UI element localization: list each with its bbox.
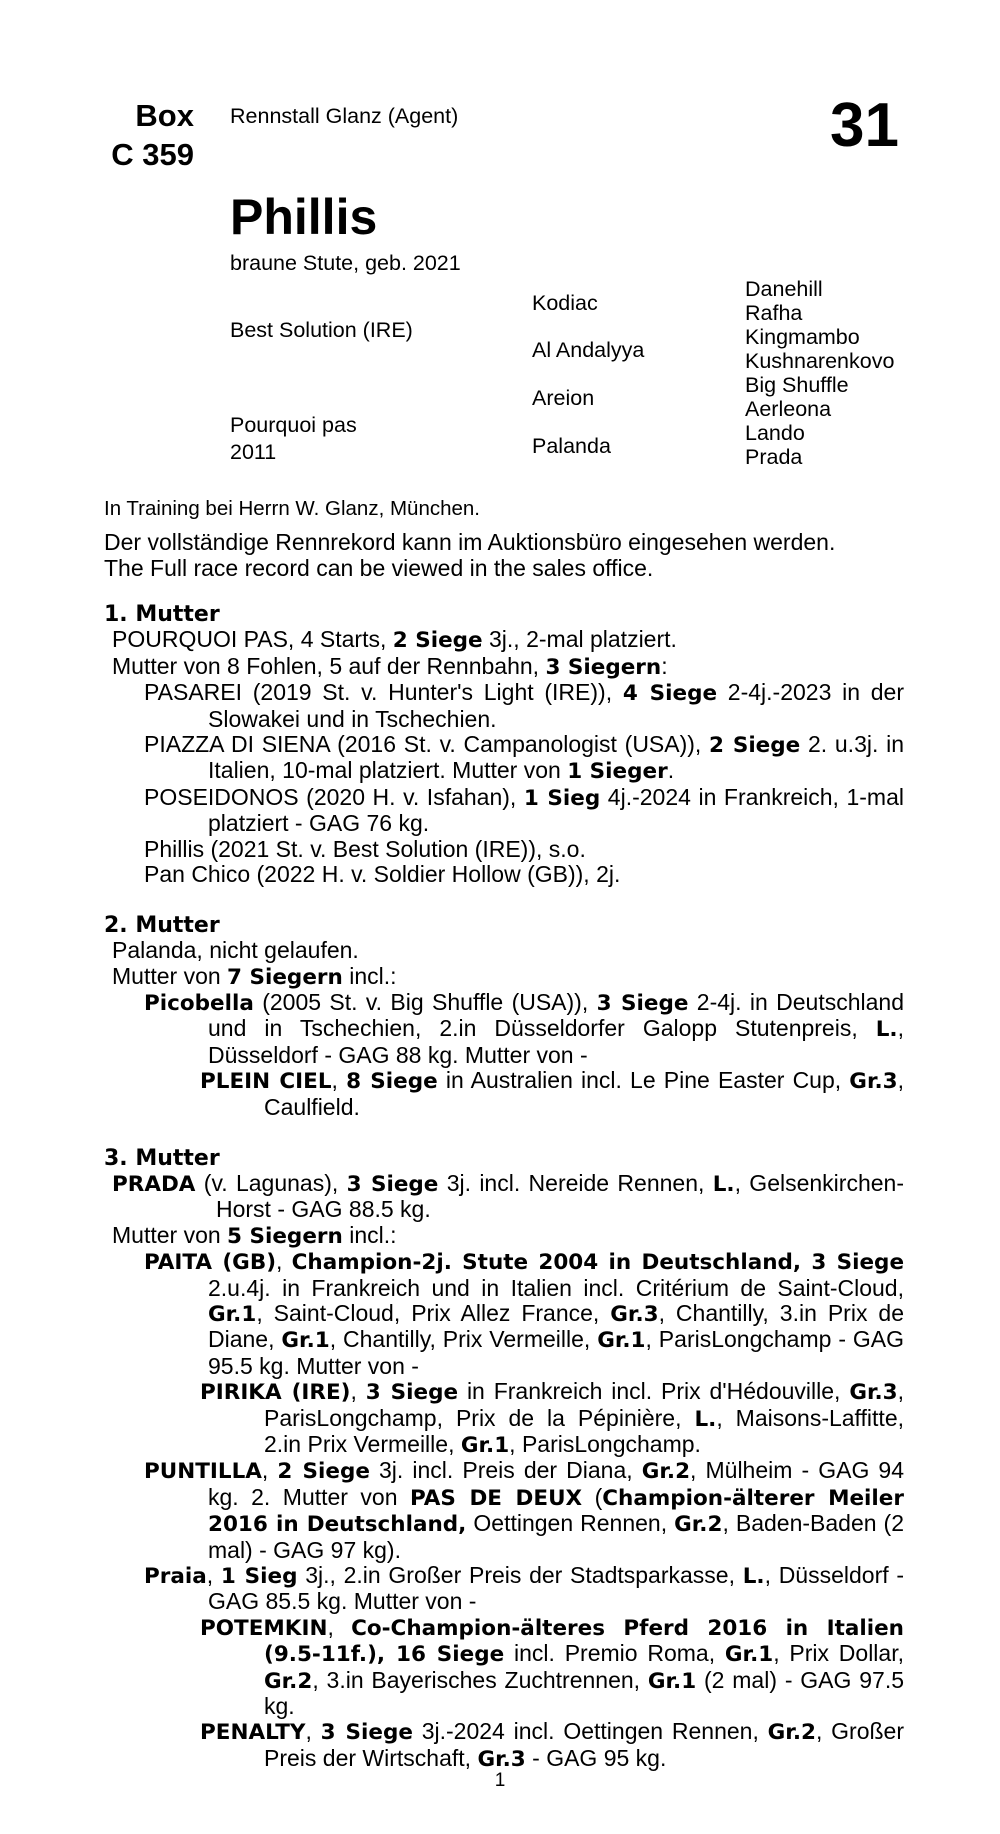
pedigree-parent: Al Andalyya [532, 338, 645, 362]
box-number: C 359 [111, 137, 194, 172]
pedigree-grandparent: Kingmambo [745, 325, 860, 349]
pedigree-grandparent: Aerleona [745, 397, 832, 421]
pedigree-parent: Areion [532, 386, 595, 410]
section-heading: 2. Mutter [104, 912, 220, 938]
produce-entry: Pan Chico (2022 H. v. Soldier Hollow (GB)), 2j. [144, 861, 621, 888]
produce-summary: Mutter von 8 Fohlen, 5 auf der Rennbahn, 3 Siegern: [112, 652, 668, 680]
pedigree-grandparent: Lando [745, 421, 805, 445]
record-note: The Full race record can be viewed in the sales office. [104, 555, 654, 581]
produce-entry: PUNTILLA, 2 Siege 3j. incl. Preis der Diana, Gr.2, Mülheim - GAG 94 kg. 2. Mutter von PAS DE DEUX (Champion-älterer Meiler 2016 in Deutschland, Oettingen Rennen, Gr.2, Baden-Baden (2 mal) - GAG 97 kg). [144, 1457, 904, 1563]
dam-year: 2011 [230, 440, 277, 464]
training-note: In Training bei Herrn W. Glanz, München. [104, 497, 481, 520]
pedigree-grandparent: Big Shuffle [745, 373, 849, 397]
family-record [104, 602, 904, 1772]
dam-record: POURQUOI PAS, 4 Starts, 2 Siege 3j., 2-mal platziert. [112, 626, 677, 654]
dam-record: Palanda, nicht gelaufen. [112, 937, 359, 964]
pedigree-grandparent: Kushnarenkovo [745, 349, 895, 373]
produce-entry: PAITA (GB), Champion-2j. Stute 2004 in Deutschland, 3 Siege 2.u.4j. in Frankreich und in Italien incl. Critérium de Saint-Cloud, Gr.1, Saint-Cloud, Prix Allez France, Gr.3, Chantilly, 3.in Prix de Diane, Gr.1, Chantilly, Prix Vermeille, Gr.1, ParisLongchamp - GAG 95.5 kg. Mutter von - [144, 1248, 905, 1379]
horse-name: Phillis [230, 189, 378, 245]
produce-entry: PIRIKA (IRE), 3 Siege in Frankreich incl. Prix d'Hédouville, Gr.3, ParisLongchamp, Prix de la Pépinière, L., Maisons-Laffitte, 2.in Prix Vermeille, Gr.1, ParisLongchamp. [200, 1378, 905, 1458]
pedigree-parent: Kodiac [532, 291, 598, 315]
produce-entry: Phillis (2021 St. v. Best Solution (IRE)), s.o. [144, 835, 586, 862]
horse-description: braune Stute, geb. 2021 [230, 251, 461, 275]
box-label: Box [135, 98, 194, 133]
consignor: Rennstall Glanz (Agent) [230, 104, 459, 128]
pedigree-parent: Palanda [532, 434, 611, 458]
dam-name: Pourquoi pas [230, 413, 357, 437]
pedigree-grandparent: Rafha [745, 301, 803, 325]
dam-record: PRADA (v. Lagunas), 3 Siege 3j. incl. Nereide Rennen, L., Gelsenkirchen-Horst - GAG 88.5 kg. [112, 1169, 904, 1223]
produce-summary: Mutter von 5 Siegern incl.: [112, 1221, 397, 1249]
page-number: 1 [494, 1770, 506, 1791]
lot-number: 31 [830, 91, 899, 160]
produce-entry: POTEMKIN, Co-Champion-älteres Pferd 2016 in Italien (9.5-11f.), 16 Siege incl. Premio Roma, Gr.1, Prix Dollar, Gr.2, 3.in Bayerisches Zuchtrennen, Gr.1 (2 mal) - GAG 97.5 kg. [200, 1613, 904, 1720]
produce-entry: PASAREI (2019 St. v. Hunter's Light (IRE)), 4 Siege 2-4j.-2023 in der Slowakei und in Tschechien. [144, 679, 905, 732]
produce-entry: POSEIDONOS (2020 H. v. Isfahan), 1 Sieg 4j.-2024 in Frankreich, 1-mal platziert - GAG 76 kg. [144, 783, 904, 837]
pedigree-grandparent: Prada [745, 445, 803, 469]
produce-entry: Picobella (2005 St. v. Big Shuffle (USA)), 3 Siege 2-4j. in Deutschland und in Tschechien, 2.in Düsseldorfer Galopp Stutenpreis, L., Düsseldorf - GAG 88 kg. Mutter von - [144, 989, 904, 1068]
produce-summary: Mutter von 7 Siegern incl.: [112, 962, 397, 990]
produce-entry: Praia, 1 Sieg 3j., 2.in Großer Preis der Stadtsparkasse, L., Düsseldorf - GAG 85.5 kg. Mutter von - [144, 1562, 905, 1615]
section-heading: 3. Mutter [104, 1145, 220, 1171]
pedigree-grandparent: Danehill [745, 277, 823, 301]
record-note: Der vollständige Rennrekord kann im Auktionsbüro eingesehen werden. [104, 529, 836, 555]
section-heading: 1. Mutter [104, 602, 220, 627]
produce-entry: PENALTY, 3 Siege 3j.-2024 incl. Oettingen Rennen, Gr.2, Großer Preis der Wirtschaft, Gr.3 - GAG 95 kg. [200, 1718, 905, 1772]
produce-entry: PLEIN CIEL, 8 Siege in Australien incl. Le Pine Easter Cup, Gr.3, Caulfield. [200, 1067, 904, 1120]
produce-entry: PIAZZA DI SIENA (2016 St. v. Campanologist (USA)), 2 Siege 2. u.3j. in Italien, 10-mal platziert. Mutter von 1 Sieger. [144, 731, 904, 785]
sire-name: Best Solution (IRE) [230, 318, 413, 342]
